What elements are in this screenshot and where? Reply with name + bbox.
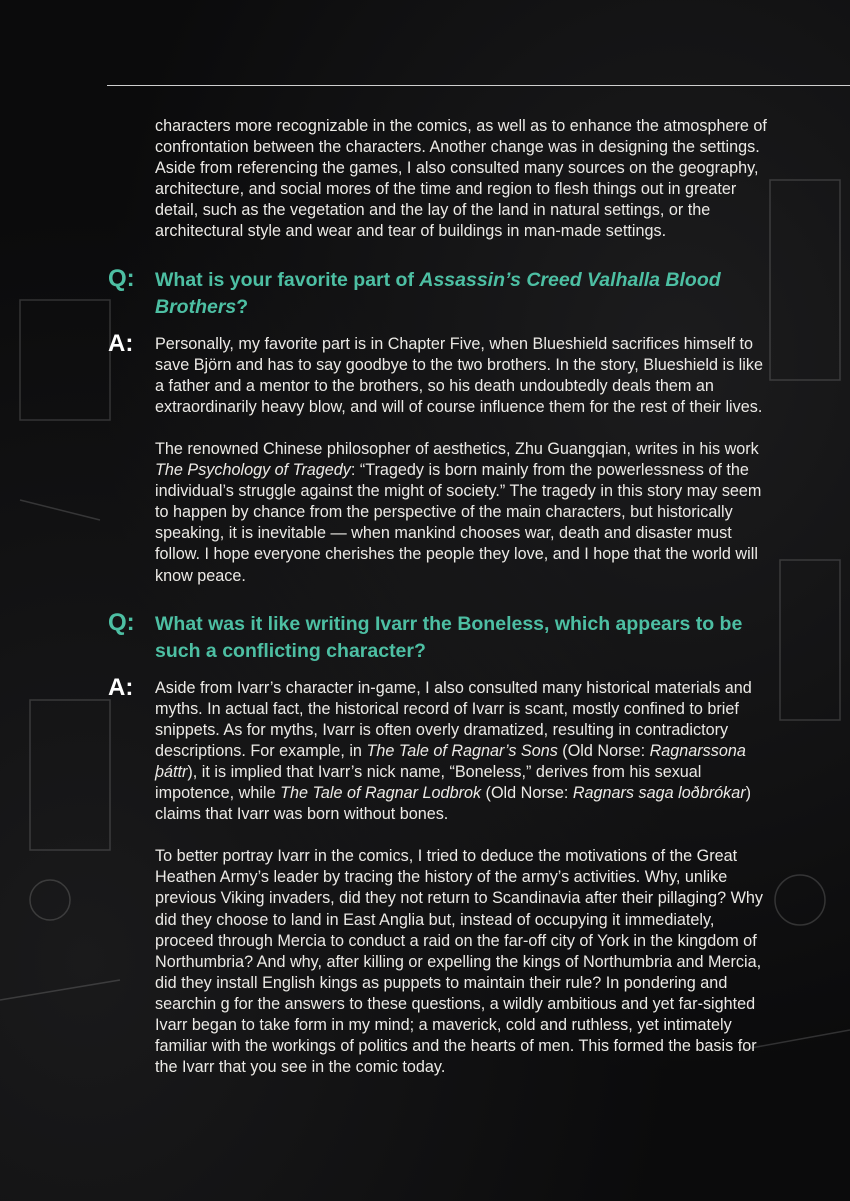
header-rule: [107, 85, 850, 86]
italic-title: Ragnars saga loðbrókar: [572, 784, 746, 803]
text-run: characters more recognizable in the comics, as well as to enhance the atmosphere of confrontation between the characters. Another change was in designing the settings. Aside from referencing the games, I also consulted many sources on the geography, architecture, and social mores of the time and region to flesh things out in greater detail, such as the vegetation and the lay of the land in natural settings, or the architectural style and wear and tear of buildings in man-made settings.: [155, 117, 767, 241]
question: [108, 608, 768, 665]
question-text: [155, 611, 768, 665]
italic-title: The Tale of Ragnar Lodbrok: [280, 784, 482, 803]
intro-paragraphs: [108, 116, 768, 243]
answer: [108, 329, 768, 587]
text-run: What was it like writing Ivarr the Boneless, which appears to be such a conflicting character?: [155, 612, 743, 662]
answer-label: A:: [108, 673, 134, 701]
question-text: [155, 267, 768, 321]
paragraph: [155, 439, 768, 587]
paragraph: [155, 678, 768, 826]
answer-label: A:: [108, 329, 134, 357]
answer: [108, 673, 768, 1079]
text-run: What is your favorite part of: [155, 268, 420, 291]
text-run: The renowned Chinese philosopher of aesthetics, Zhu Guangqian, writes in his work: [155, 439, 759, 458]
paragraph: [155, 116, 768, 243]
italic-title: The Psychology of Tragedy: [155, 461, 351, 480]
italic-title: Assassin’s Creed Valhalla Blood Brothers: [155, 268, 721, 318]
text-run: (Old Norse:: [557, 741, 650, 760]
text-run: (Old Norse:: [481, 784, 573, 803]
qa-sections: [108, 264, 768, 1079]
question: [108, 264, 768, 321]
paragraph: [155, 334, 768, 418]
text-run: Personally, my favorite part is in Chapter Five, when Blueshield sacrifices himself to save Björn and has to say goodbye to the two brothers. In the story, Blueshield is like a father and a mentor to the brothers, so his death undoubtedly deals them an extraordinarily heavy blow, and will of course influence them for the rest of their lives.: [155, 334, 763, 416]
question-label: Q:: [108, 264, 135, 292]
question-label: Q:: [108, 608, 135, 636]
text-run: ?: [236, 295, 249, 318]
italic-title: The Tale of Ragnar’s Sons: [366, 741, 558, 760]
text-run: To better portray Ivarr in the comics, I tried to deduce the motivations of the Great Heathen Army’s leader by tracing the history of the army’s activities. Why, unlike previous Viking invaders, did they not return to Scandinavia after their pillaging? Why did they choose to land in East Anglia but, instead of occupying it immediately, proceed through Mercia to conduct a raid on the far-off city of York in the kingdom of Northumbria? And why, after killing or expelling the kings of Northumbria and Mercia, did they install English kings as puppets to maintain their rule? In pondering and searchin g for the answers to these questions, a wildly ambitious and yet far-sighted Ivarr began to take form in my mind; a maverick, cold and ruthless, yet intimately familiar with the workings of politics and the hearts of men. This formed the basis for the Ivarr that you see in the comic today.: [155, 847, 763, 1077]
italic-title: Ragnarssona þáttr: [155, 741, 746, 781]
paragraph: [155, 846, 768, 1078]
text-run: : “Tragedy is born mainly from the powerlessness of the individual’s struggle against the might of society.” The tragedy in this story may seem to happen by chance from the perspective of the main characters, but historically speaking, it is inevitable — when mankind chooses war, death and disaster must follow. I hope everyone cherishes the people they love, and I hope that the world will know peace.: [155, 461, 762, 585]
text-run: Aside from Ivarr’s character in-game, I also consulted many historical materials and myths. In actual fact, the historical record of Ivarr is scant, mostly confined to brief snippets. As for myths, Ivarr is often overly dramatized, resulting in contradictory descriptions. For example, in: [155, 678, 752, 760]
interview-content: [108, 116, 768, 1099]
text-run: ), it is implied that Ivarr’s nick name, “Boneless,” derives from his sexual impotence, while: [155, 762, 702, 803]
text-run: ) claims that Ivarr was born without bones.: [155, 784, 751, 824]
